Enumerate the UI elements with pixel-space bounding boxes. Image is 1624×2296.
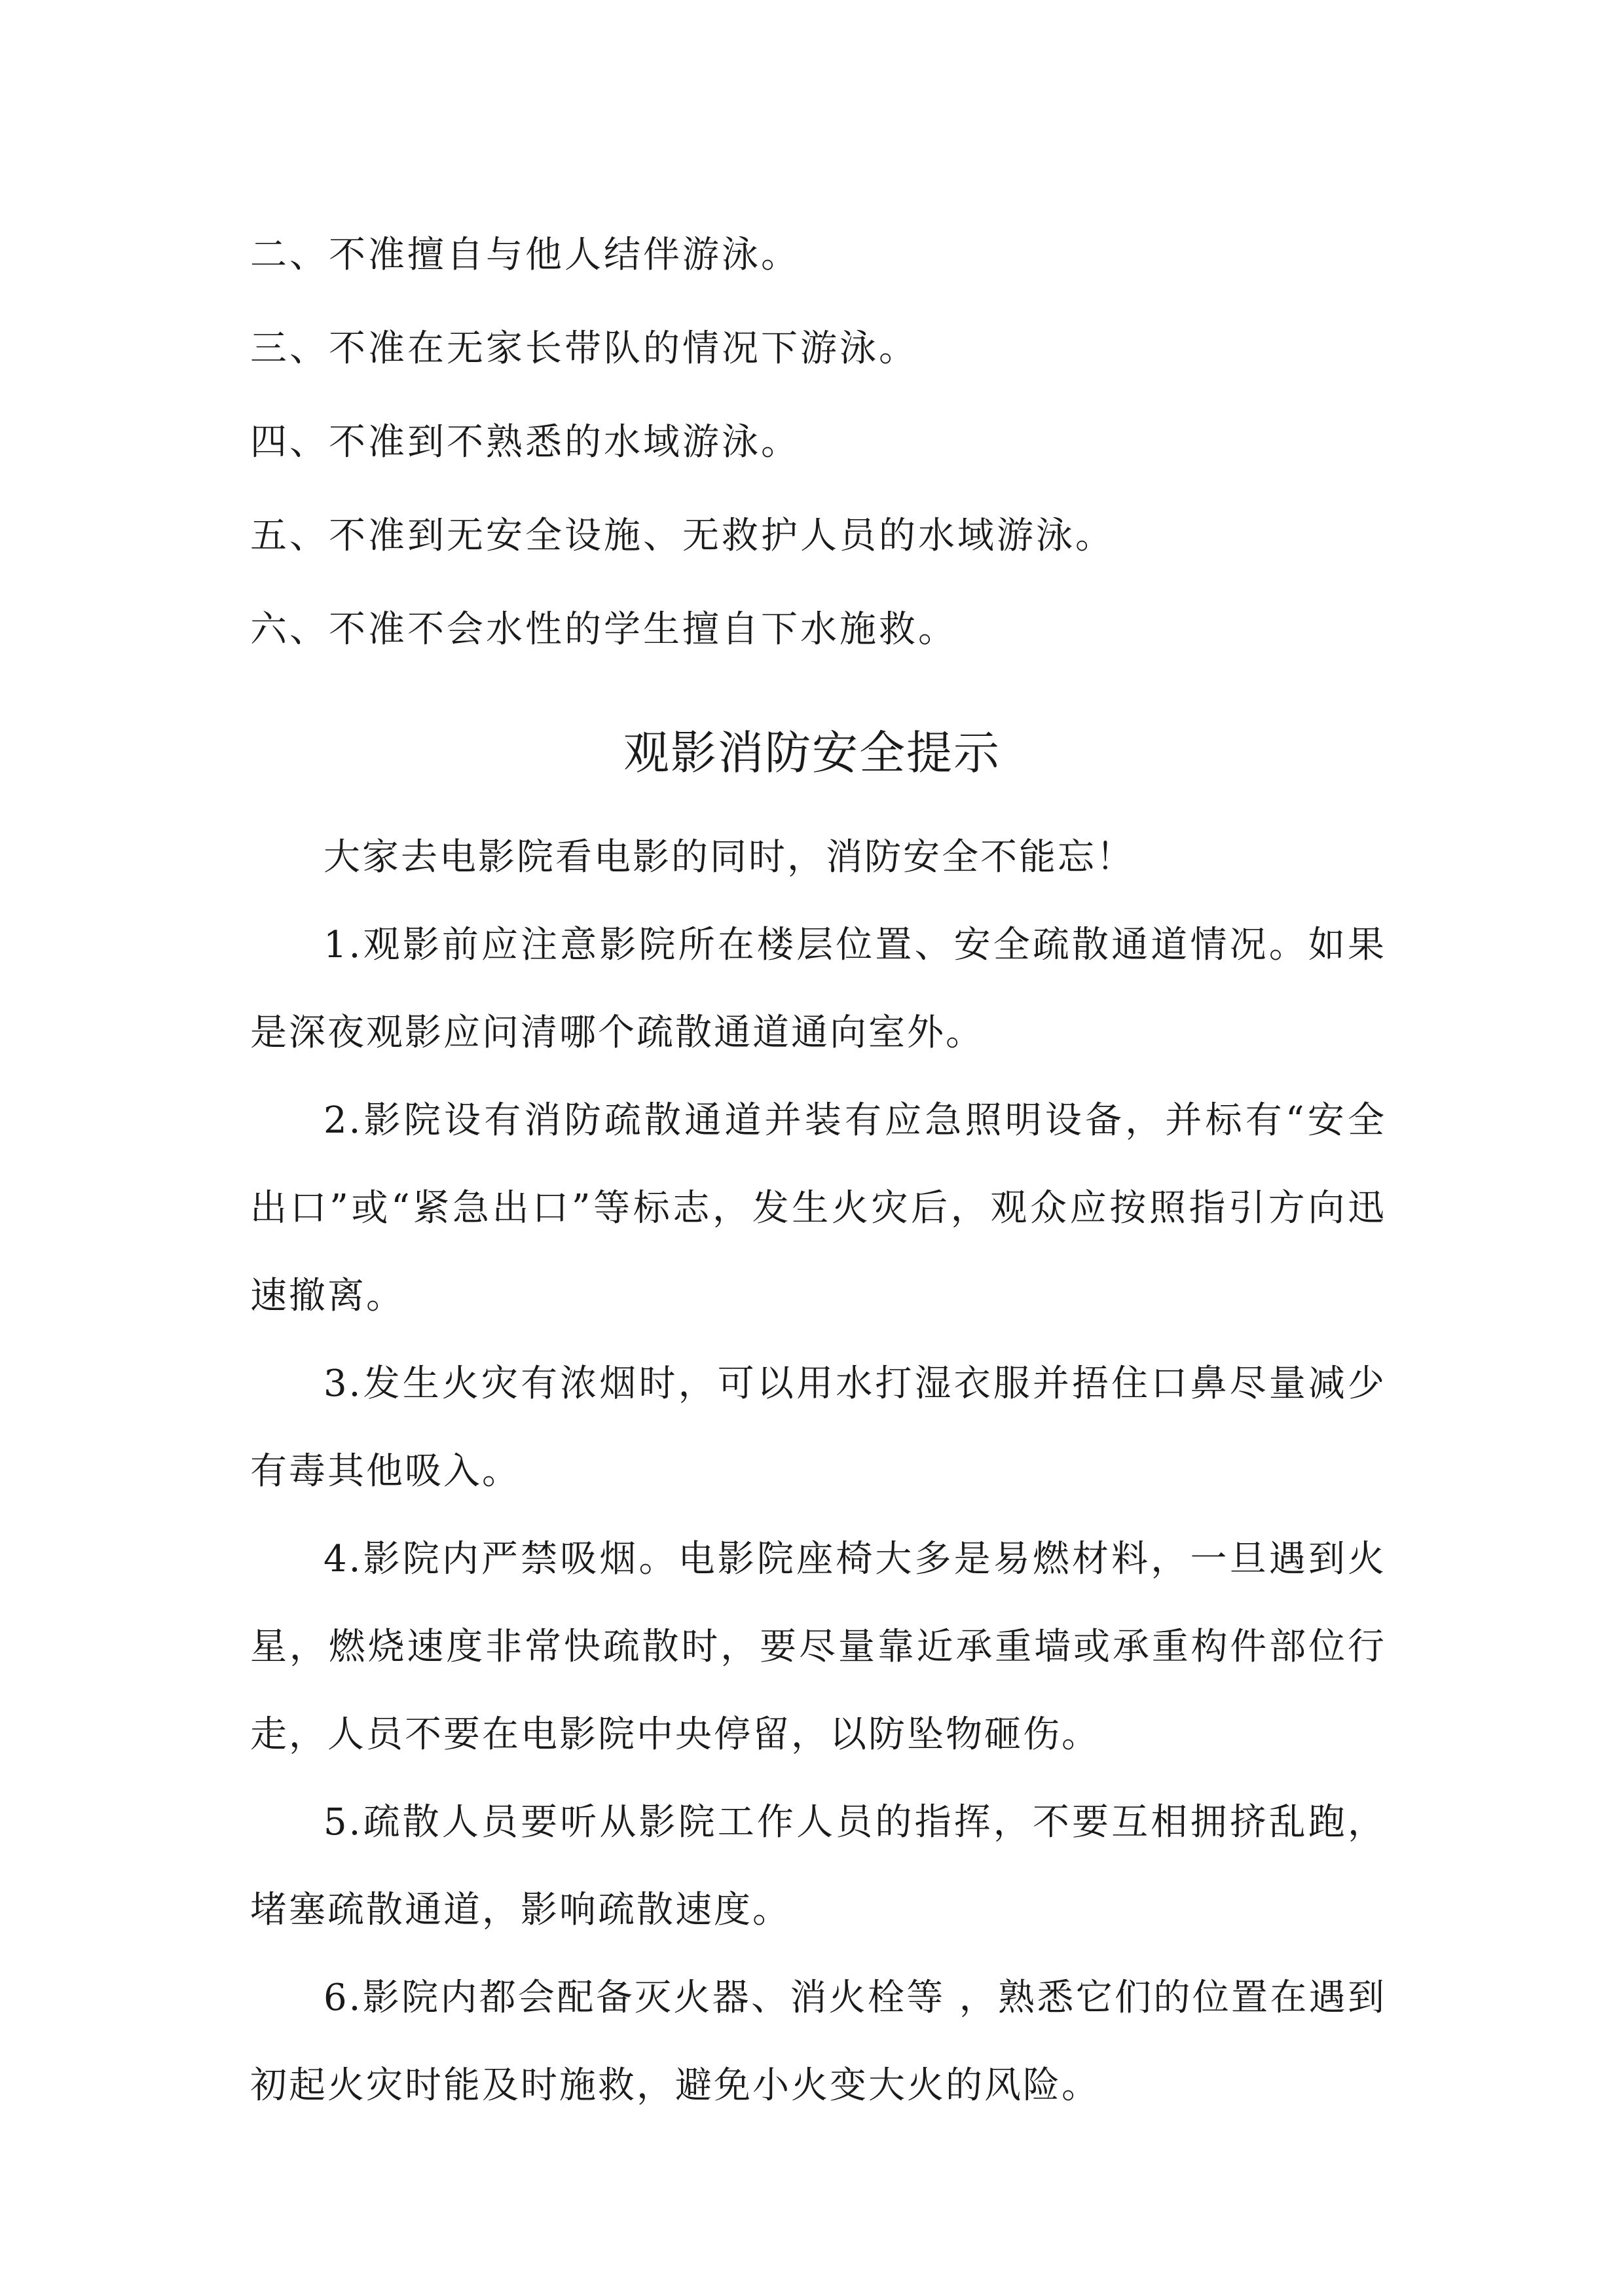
tip-paragraph: 2.影院设有消防疏散通道并装有应急照明设备，并标有“安全出口”或“紧急出口”等标志，发生火灾后，观众应按照指引方向迅速撤离。: [250, 1099, 1386, 1317]
swimming-rules-list: [250, 208, 1403, 676]
rule-item: 三、不准在无家长带队的情况下游泳。: [250, 327, 918, 370]
intro-paragraph: 大家去电影院看电影的同时，消防安全不能忘！: [323, 836, 1135, 879]
tip-paragraph: 6.影院内都会配备灭火器、消火栓等 ，熟悉它们的位置在遇到初起火灾时能及时施救，避免小火变大火的风险。: [250, 1977, 1386, 2107]
rule-item: 二、不准擅自与他人结伴游泳。: [250, 234, 800, 276]
rule-item: 四、不准到不熟悉的水域游泳。: [250, 421, 800, 464]
section-title: 观影消防安全提示: [623, 726, 1001, 780]
rule-item: 五、不准到无安全设施、无救护人员的水域游泳。: [250, 515, 1115, 557]
tip-paragraph: 4.影院内严禁吸烟。电影院座椅大多是易燃材料，一旦遇到火星，燃烧速度非常快疏散时，要尽量靠近承重墙或承重构件部位行走，人员不要在电影院中央停留，以防坠物砸伤。: [250, 1538, 1386, 1756]
section-body: [250, 814, 1386, 2130]
tip-paragraph: 1.观影前应注意影院所在楼层位置、安全疏散通道情况。如果是深夜观影应问清哪个疏散通道通向室外。: [250, 924, 1386, 1054]
rule-item: 六、不准不会水性的学生擅自下水施救。: [250, 608, 957, 651]
tip-paragraph: 3.发生火灾有浓烟时，可以用水打湿衣服并捂住口鼻尽量减少有毒其他吸入。: [250, 1362, 1386, 1493]
tip-paragraph: 5.疏散人员要听从影院工作人员的指挥，不要互相拥挤乱跑，堵塞疏散通道，影响疏散速度。: [250, 1801, 1386, 1931]
